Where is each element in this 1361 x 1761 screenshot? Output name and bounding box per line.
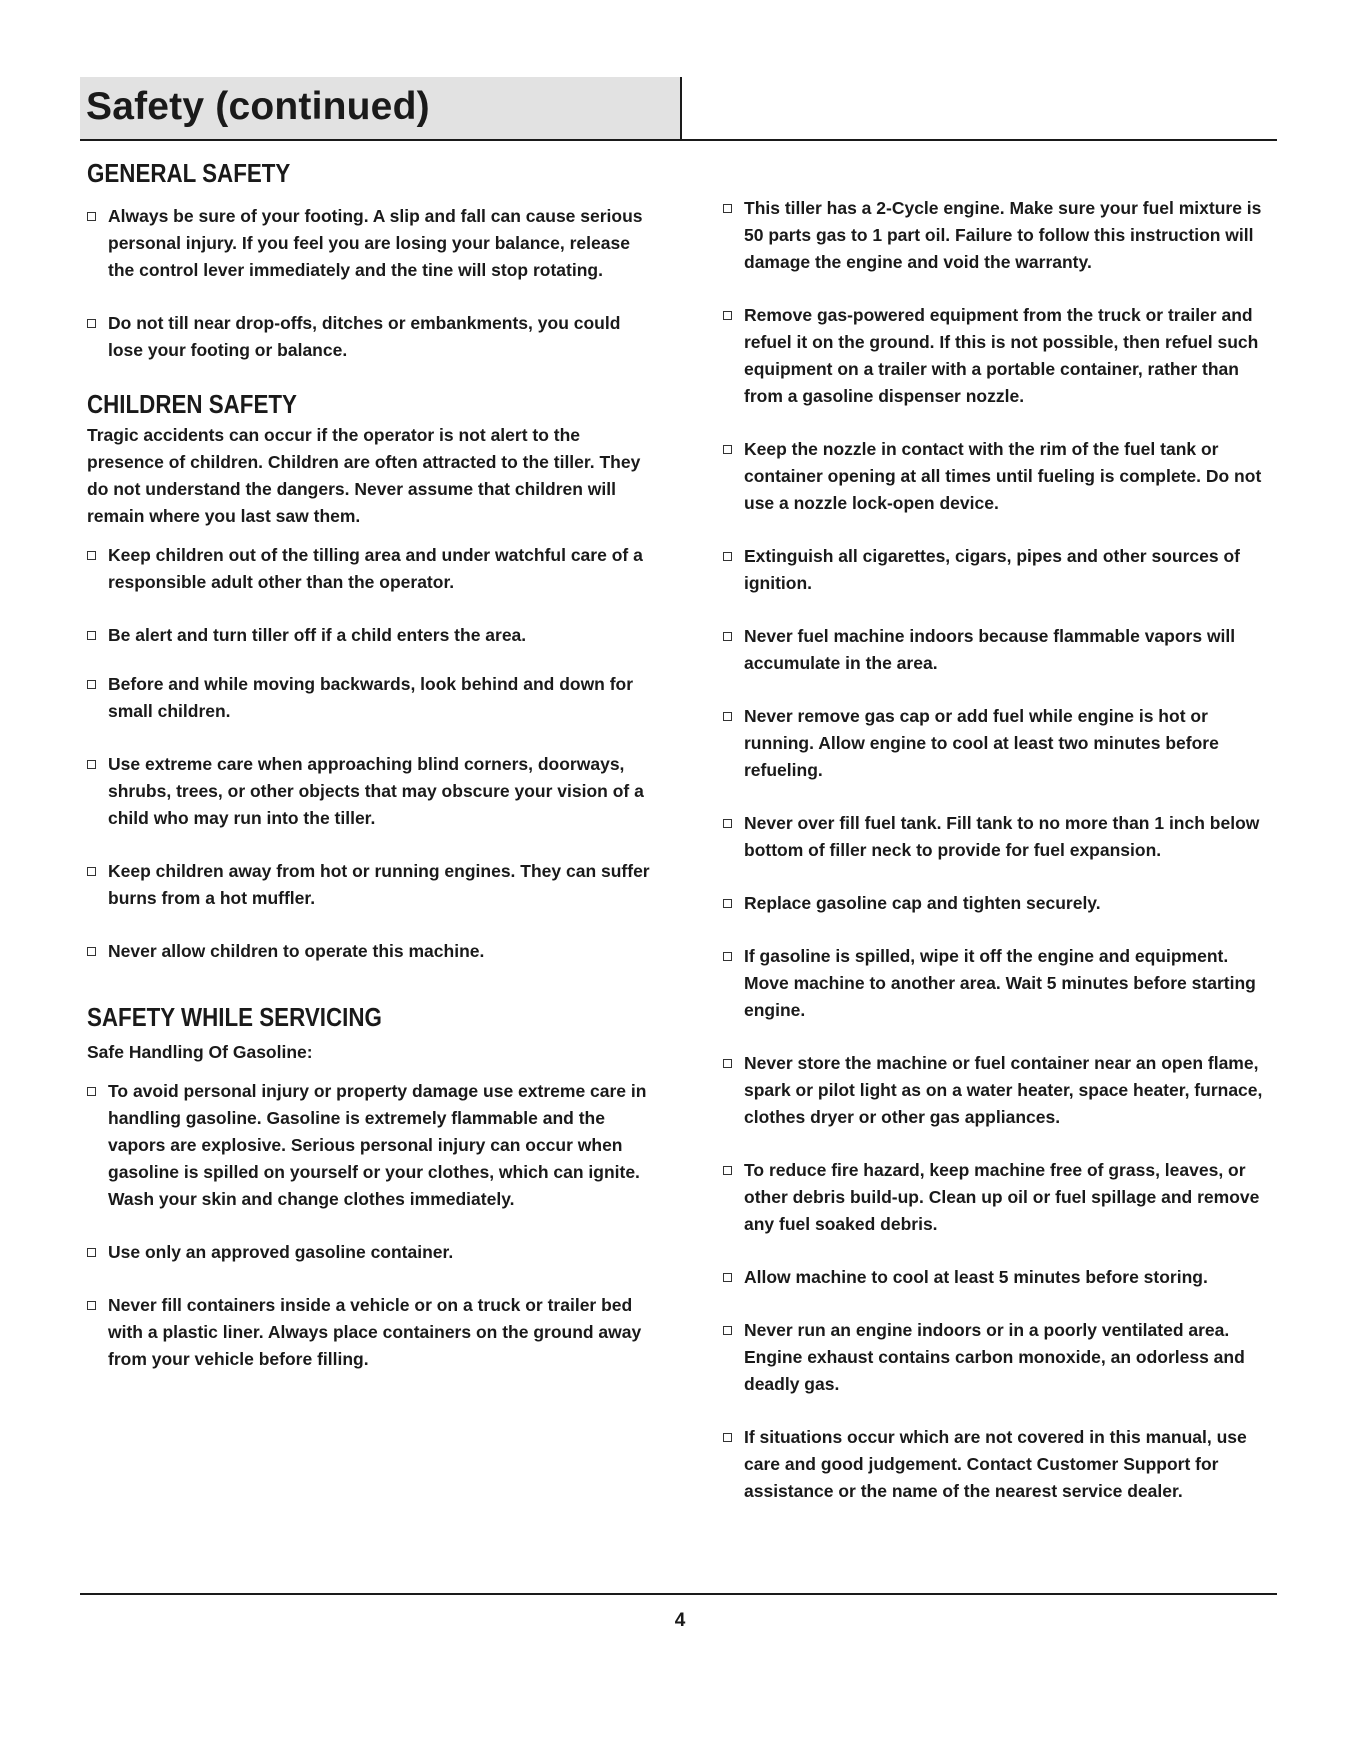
page-title-bar: [80, 77, 682, 139]
list-item: Keep the nozzle in contact with the rim of the fuel tank or container opening at all times until fueling is complete. Do not use a nozzle lock-open device.: [723, 436, 1276, 517]
checkbox-bullet-icon: [723, 445, 732, 454]
right-column: [723, 195, 1276, 1505]
list-item: Keep children out of the tilling area and under watchful care of a responsible adult other than the operator.: [87, 542, 657, 596]
list-item: Always be sure of your footing. A slip and fall can cause serious personal injury. If you feel you are losing your balance, release the control lever immediately and the tine will stop rotating.: [87, 203, 657, 284]
list-item: If gasoline is spilled, wipe it off the engine and equipment. Move machine to another area. Wait 5 minutes before starting engine.: [723, 943, 1276, 1024]
checkbox-bullet-icon: [723, 899, 732, 908]
list-item: Do not till near drop-offs, ditches or embankments, you could lose your footing or balance.: [87, 310, 657, 364]
checkbox-bullet-icon: [723, 1433, 732, 1442]
list-item: Allow machine to cool at least 5 minutes before storing.: [723, 1264, 1276, 1291]
checkbox-bullet-icon: [723, 1326, 732, 1335]
list-item: This tiller has a 2-Cycle engine. Make sure your fuel mixture is 50 parts gas to 1 part oil. Failure to follow this instruction will damage the engine and void the warranty.: [723, 195, 1276, 276]
checkbox-bullet-icon: [87, 212, 96, 221]
list-item: To avoid personal injury or property damage use extreme care in handling gasoline. Gasoline is extremely flammable and the vapors are explosive. Serious personal injury can occur when gasoline is spilled on yourself or your clothes, which can ignite. Wash your skin and change clothes immediately.: [87, 1078, 657, 1213]
list-item: Remove gas-powered equipment from the truck or trailer and refuel it on the ground. If this is not possible, then refuel such equipment on a trailer with a portable container, rather than from a gasoline dispenser nozzle.: [723, 302, 1276, 410]
list-item: Before and while moving backwards, look behind and down for small children.: [87, 671, 657, 725]
list-item: If situations occur which are not covered in this manual, use care and good judgement. Contact Customer Support for assistance or the name of the nearest service dealer.: [723, 1424, 1276, 1505]
page-number: 4: [674, 1610, 686, 1631]
page-title: Safety (continued): [86, 85, 430, 128]
checkbox-bullet-icon: [87, 867, 96, 876]
checkbox-bullet-icon: [87, 680, 96, 689]
servicing-subheading: Safe Handling Of Gasoline:: [87, 1042, 313, 1062]
list-item: Keep children away from hot or running engines. They can suffer burns from a hot muffler.: [87, 858, 657, 912]
list-item: Never allow children to operate this machine.: [87, 938, 657, 965]
checkbox-bullet-icon: [87, 1301, 96, 1310]
checkbox-bullet-icon: [87, 1087, 96, 1096]
checkbox-bullet-icon: [723, 204, 732, 213]
checkbox-bullet-icon: [723, 1059, 732, 1068]
servicing-safety-heading: SAFETY WHILE SERVICING: [87, 1002, 382, 1032]
checkbox-bullet-icon: [723, 1166, 732, 1175]
checkbox-bullet-icon: [723, 552, 732, 561]
list-item: Be alert and turn tiller off if a child enters the area.: [87, 622, 657, 649]
list-item: Extinguish all cigarettes, cigars, pipes and other sources of ignition.: [723, 543, 1276, 597]
list-item: To reduce fire hazard, keep machine free of grass, leaves, or other debris build-up. Clean up oil or fuel spillage and remove any fuel soaked debris.: [723, 1157, 1276, 1238]
checkbox-bullet-icon: [87, 947, 96, 956]
checkbox-bullet-icon: [87, 319, 96, 328]
list-item: Never over fill fuel tank. Fill tank to no more than 1 inch below bottom of filler neck to provide for fuel expansion.: [723, 810, 1276, 864]
checkbox-bullet-icon: [87, 631, 96, 640]
footer-divider: [80, 1593, 1277, 1595]
list-item: Never store the machine or fuel container near an open flame, spark or pilot light as on a water heater, space heater, furnace, clothes dryer or other gas appliances.: [723, 1050, 1276, 1131]
list-item: Never fuel machine indoors because flammable vapors will accumulate in the area.: [723, 623, 1276, 677]
list-item: Never fill containers inside a vehicle or on a truck or trailer bed with a plastic liner. Always place containers on the ground away from your vehicle before filling.: [87, 1292, 657, 1373]
list-item: Replace gasoline cap and tighten securely.: [723, 890, 1276, 917]
checkbox-bullet-icon: [87, 760, 96, 769]
checkbox-bullet-icon: [87, 551, 96, 560]
list-item: Use only an approved gasoline container.: [87, 1239, 657, 1266]
left-column: [87, 150, 657, 1373]
children-safety-intro: Tragic accidents can occur if the operator is not alert to the presence of children. Children are often attracted to the tiller. They do not understand the dangers. Never assume that children will remain where you last saw them.: [87, 425, 641, 526]
list-item: Never run an engine indoors or in a poorly ventilated area. Engine exhaust contains carbon monoxide, an odorless and deadly gas.: [723, 1317, 1276, 1398]
checkbox-bullet-icon: [723, 712, 732, 721]
checkbox-bullet-icon: [87, 1248, 96, 1257]
checkbox-bullet-icon: [723, 952, 732, 961]
list-item: Never remove gas cap or add fuel while engine is hot or running. Allow engine to cool at least two minutes before refueling.: [723, 703, 1276, 784]
checkbox-bullet-icon: [723, 819, 732, 828]
list-item: Use extreme care when approaching blind corners, doorways, shrubs, trees, or other objects that may obscure your vision of a child who may run into the tiller.: [87, 751, 657, 832]
checkbox-bullet-icon: [723, 1273, 732, 1282]
checkbox-bullet-icon: [723, 311, 732, 320]
general-safety-heading: GENERAL SAFETY: [87, 158, 291, 188]
checkbox-bullet-icon: [723, 632, 732, 641]
children-safety-heading: CHILDREN SAFETY: [87, 389, 297, 419]
title-divider: [80, 139, 1277, 141]
